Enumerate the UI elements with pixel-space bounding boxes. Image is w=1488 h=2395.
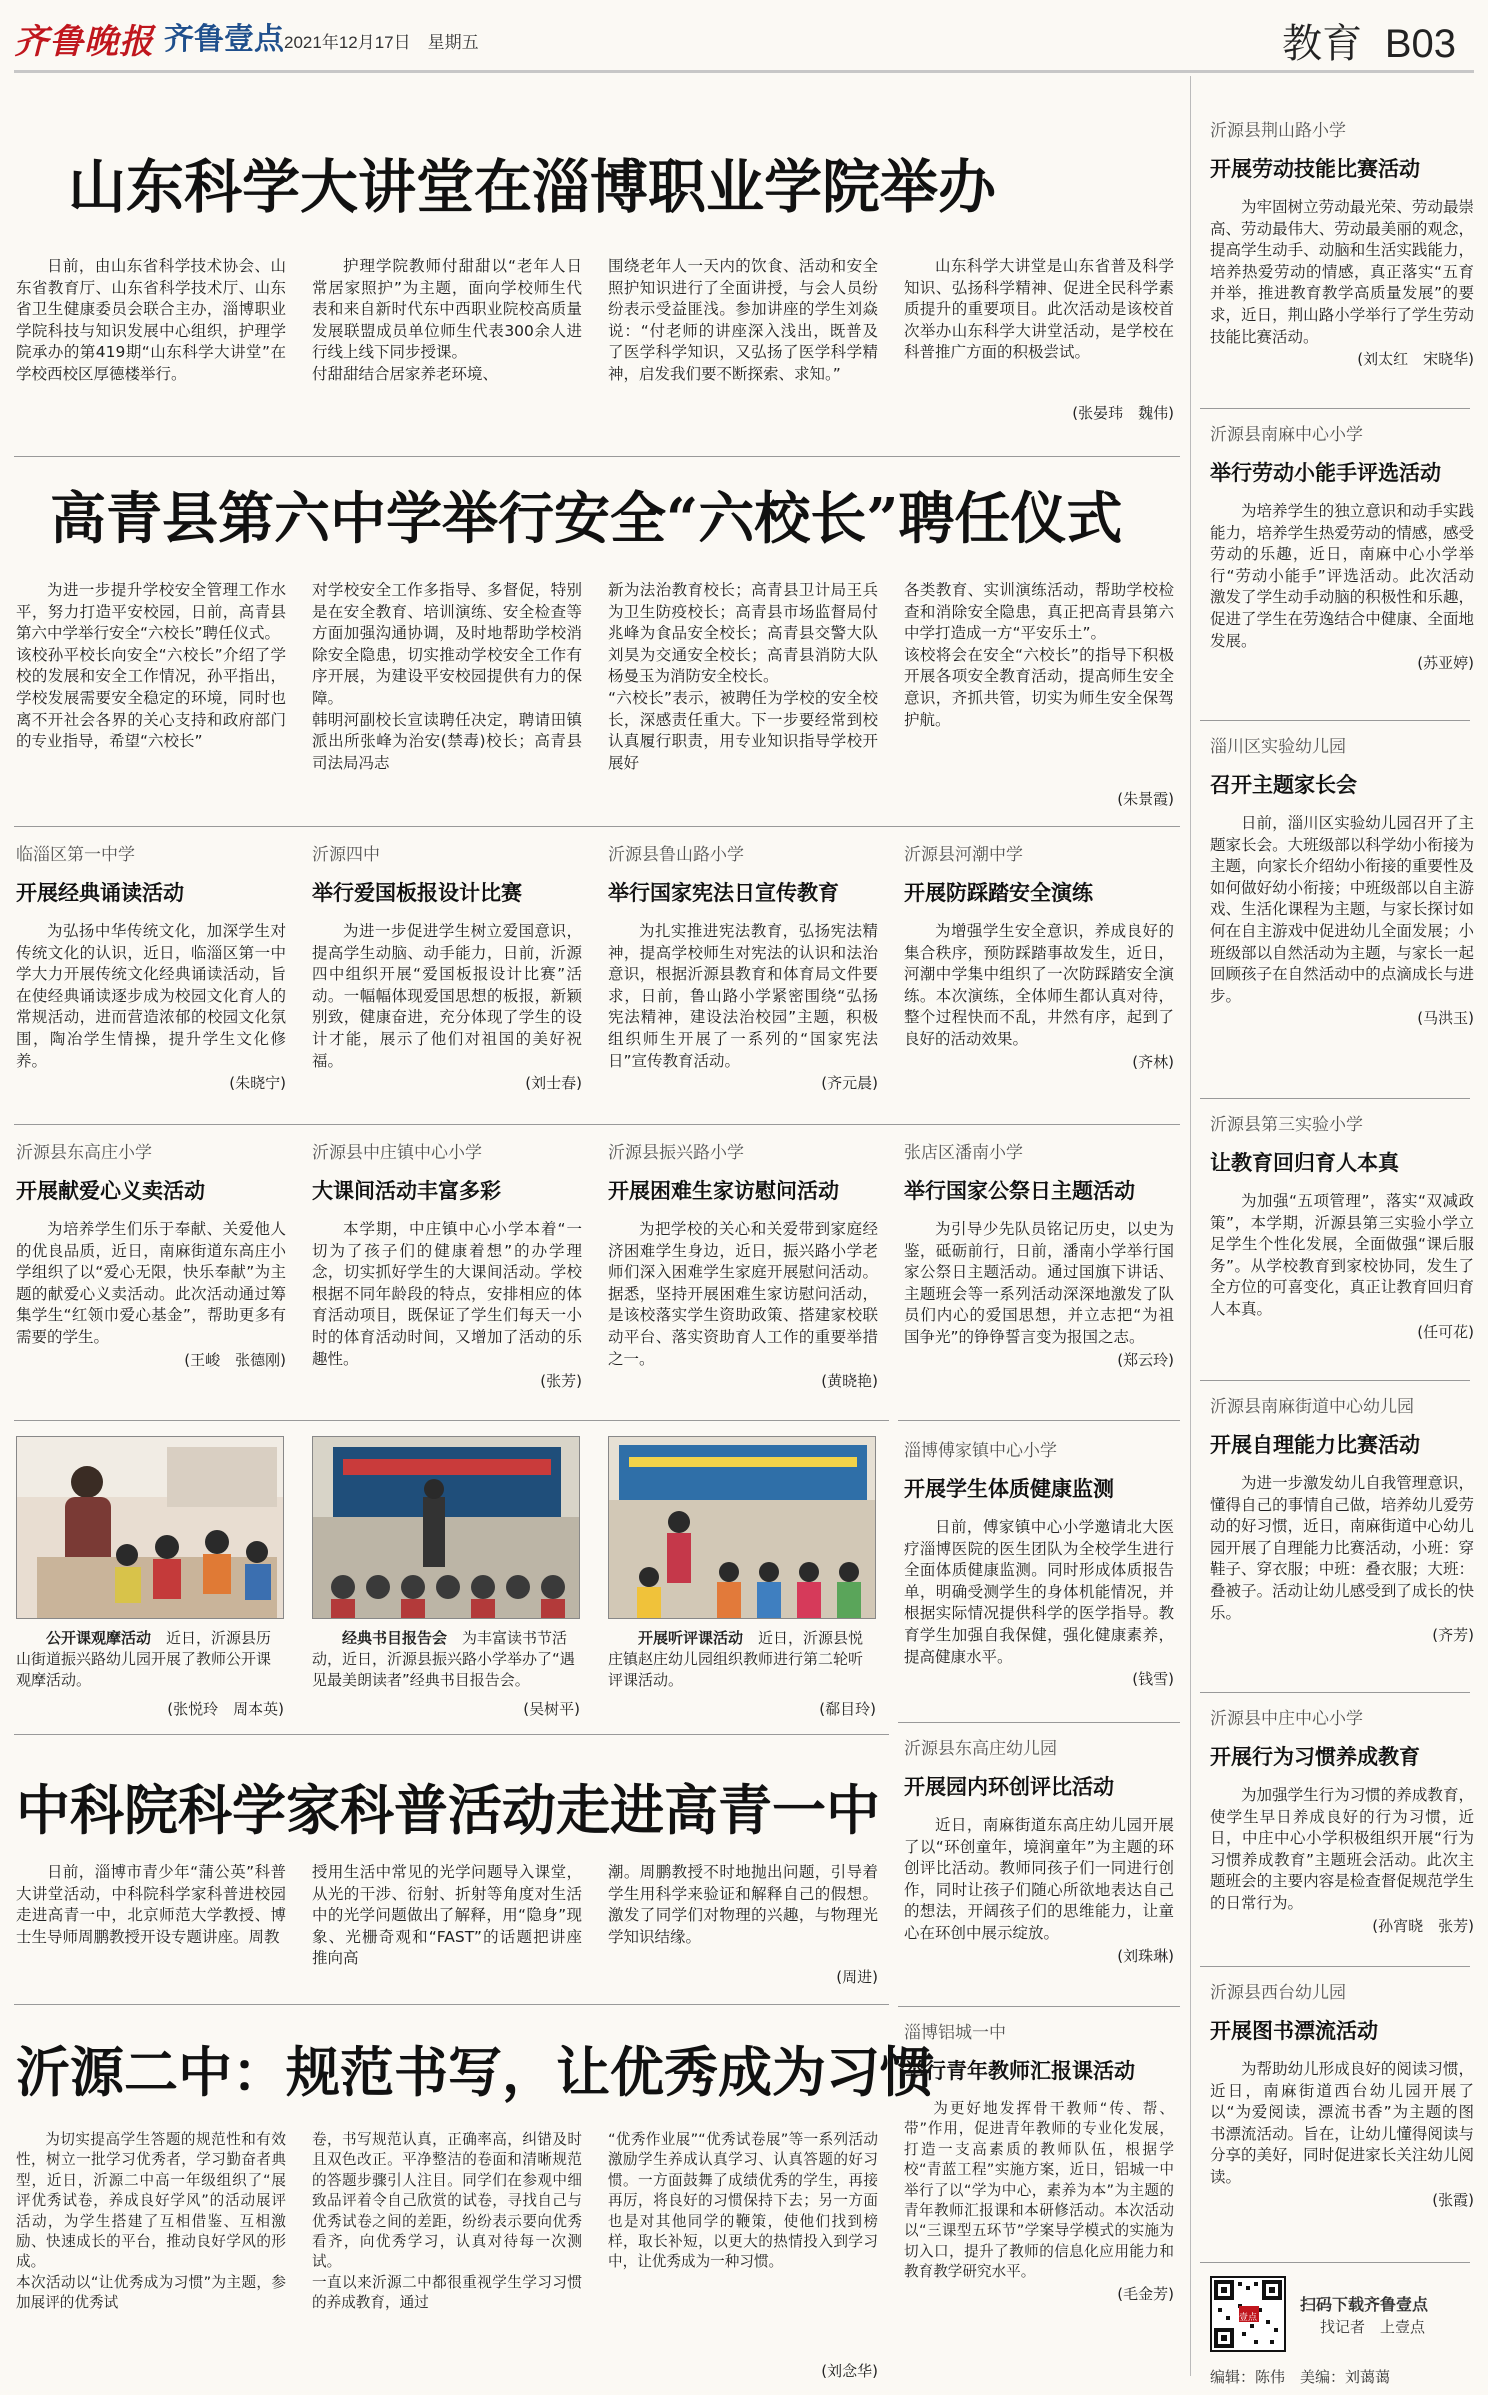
sidebar-body: 为帮助幼儿形成良好的阅读习惯，近日，南麻街道西台幼儿园开展了以“为爱阅读，漂流书香”为主题的图书漂流活动。旨在，让幼儿懂得阅读与分享的美好，同时促进家长关注幼儿阅读。 xyxy=(1210,2060,1474,2186)
brief-kicker: 沂源县东高庄小学 xyxy=(16,1143,152,1163)
brief-body: 日前，傅家镇中心小学邀请北大医疗淄博医院的医生团队为全校学生进行全面体质健康监测。同时形成体质报告单，明确受测学生的身体机能情况，并根据实际情况提供科学的医学指导。教育学生加强自我保健，强化健康素养，提高健康水平。 xyxy=(904,1518,1174,1666)
sidebar-item xyxy=(1210,1392,1474,1645)
brief-body: 近日，南麻街道东高庄幼儿园开展了以“环创童年，境润童年”为主题的环创评比活动。教师同孩子们一同进行创作，同时让孩子们随心所欲地表达自己的想法，开阔孩子们的思维能力，让童心在环创中展示绽放。 xyxy=(904,1816,1174,1942)
sidebar-kicker: 沂源县第三实验小学 xyxy=(1210,1115,1363,1135)
brief-title: 举行国家公祭日主题活动 xyxy=(904,1179,1135,1203)
caption-text: 为丰富读书节活动，近日，沂源县振兴路小学举办了“遇见最美朗读者”经典书目报告会。 xyxy=(312,1629,575,1689)
photo-book-report xyxy=(312,1436,580,1619)
brief-credit: (王峻 张德刚) xyxy=(184,1350,286,1369)
brief-kicker: 淄博铝城一中 xyxy=(904,2023,1006,2043)
divider xyxy=(898,2006,1180,2007)
qr-label: 扫码下载齐鲁壹点 xyxy=(1300,2295,1429,2314)
issue-date: 2021年12月17日 星期五 xyxy=(284,33,479,52)
app-logo: 齐鲁壹点 xyxy=(164,22,284,57)
book-report-photo-image xyxy=(313,1437,580,1619)
article-3-headline: 中科院科学家科普活动走进高青一中 xyxy=(16,1778,880,1842)
article-3-col-1: 日前，淄博市青少年“蒲公英”科普大讲堂活动，中科院科学家科普进校园走进高青一中，北京师范大学教授、博士生导师周鹏教授开设专题讲座。周教 xyxy=(16,1863,286,1946)
article-3-col-2: 授用生活中常见的光学问题导入课堂，从光的干涉、衍射、折射等角度对生活中的光学问题做出了解释，用“隐身”现象、光栅奇观和“FAST”的话题把讲座推向高 xyxy=(312,1863,582,1968)
divider xyxy=(14,2004,889,2005)
brief-kicker: 沂源县鲁山路小学 xyxy=(608,845,744,865)
divider xyxy=(1200,408,1470,409)
photo-lesson-evaluation xyxy=(608,1436,876,1619)
editor-credit: 编辑：陈伟 美编：刘蔼蔼 xyxy=(1210,2368,1391,2386)
article-2-col-1: 为进一步提升学校安全管理工作水平，努力打造平安校园，日前，高青县第六中学举行安全“六校长”聘任仪式。 该校孙平校长向安全“六校长”介绍了学校的发展和安全工作情况，孙平指出，学校发展需要安全稳定的环境，同时也离不开社会各界的关心支持和政府部门的专业指导，希望“六校长” xyxy=(16,581,286,751)
brief-credit: (郑云玲) xyxy=(1117,1350,1174,1369)
qr-code xyxy=(1210,2276,1286,2352)
brief-title: 举行青年教师汇报课活动 xyxy=(904,2059,1135,2083)
divider xyxy=(14,1734,889,1735)
brief-title: 开展经典诵读活动 xyxy=(16,881,184,905)
photo-credit: (郗目玲) xyxy=(819,1700,876,1718)
divider xyxy=(14,1420,889,1421)
article-4-col-3: “优秀作业展”“优秀试卷展”等一系列活动激励学生养成认真学习、认真答题的好习惯。一方面鼓舞了成绩优秀的学生，再接再厉，将良好的习惯保持下去；另一方面也是对其他同学的鞭策，使他们找到榜样，取长补短，以更大的热情投入到学习中，让优秀成为一种习惯。 xyxy=(608,2131,878,2271)
brief-item xyxy=(904,840,1174,1072)
brief-title: 举行爱国板报设计比赛 xyxy=(312,881,522,905)
brief-title: 开展困难生家访慰问活动 xyxy=(608,1179,839,1203)
divider xyxy=(898,1722,1180,1723)
divider xyxy=(1200,1380,1470,1381)
sidebar-title: 开展行为习惯养成教育 xyxy=(1210,1745,1420,1769)
sidebar-item xyxy=(1210,1110,1474,1342)
sidebar-title: 开展劳动技能比赛活动 xyxy=(1210,157,1420,181)
article-4-credit: (刘念华) xyxy=(821,2362,878,2380)
brief-kicker: 沂源县中庄镇中心小学 xyxy=(312,1143,482,1163)
sidebar-title: 召开主题家长会 xyxy=(1210,773,1357,797)
caption-title: 经典书目报告会 xyxy=(342,1629,448,1647)
divider xyxy=(1200,1098,1470,1099)
brief-kicker: 沂源县河潮中学 xyxy=(904,845,1023,865)
brief-item xyxy=(904,1138,1174,1370)
brief-title: 开展学生体质健康监测 xyxy=(904,1477,1114,1501)
sidebar-credit: (马洪玉) xyxy=(1417,1009,1474,1028)
caption-text: 近日，沂源县历山街道振兴路幼儿园开展了教师公开课观摩活动。 xyxy=(16,1629,272,1689)
section-label xyxy=(1282,12,1456,69)
brief-kicker: 张店区潘南小学 xyxy=(904,1143,1023,1163)
top-rule xyxy=(14,70,1474,73)
sidebar-item xyxy=(1210,420,1474,673)
article-2-credit: (朱景霞) xyxy=(1117,790,1174,808)
article-1-col-4: 山东科学大讲堂是山东省普及科学知识、弘扬科学精神、促进全民科学素质提升的重要项目。此次活动是该校首次举办山东科学大讲堂活动，是学校在科普推广方面的积极尝试。 xyxy=(904,257,1174,362)
brief-item xyxy=(904,2018,1174,2304)
sidebar-item xyxy=(1210,1704,1474,1936)
divider xyxy=(14,1124,1180,1125)
qr-logo: 壹点 xyxy=(1239,2313,1258,2323)
article-4-headline: 沂源二中：规范书写，让优秀成为习惯 xyxy=(16,2040,934,2104)
caption-text: 近日，沂源县悦庄镇赵庄幼儿园组织教师进行第二轮听评课活动。 xyxy=(608,1629,864,1689)
brief-credit: (刘士春) xyxy=(525,1074,582,1093)
brief-body: 为扎实推进宪法教育，弘扬宪法精神，提高学校师生对宪法的认识和法治意识，根据沂源县教育和体育局文件要求，日前，鲁山路小学紧密围绕“弘扬宪法精神，建设法治校园”主题，积极组织师生开展了一系列的“国家宪法日”宣传教育活动。 xyxy=(608,922,878,1070)
brief-credit: (黄晓艳) xyxy=(821,1372,878,1391)
article-4-col-1: 为切实提高学生答题的规范性和有效性，树立一批学习优秀者，学习勤奋者典型，近日，沂源二中高一年级组织了“展评优秀试卷，养成良好学风”的活动展评活动，为学生搭建了互相借鉴、互相激励、快速成长的平台，推动良好学风的形成。 本次活动以“让优秀成为习惯”为主题，参加展评的优秀试 xyxy=(16,2131,286,2312)
brief-body: 为引导少先队员铭记历史，以史为鉴，砥砺前行，日前，潘南小学举行国家公祭日主题活动。通过国旗下讲话、主题班会等一系列活动深深地激发了队员们内心的爱国思想，并立志把“为祖国争光”的铮铮誓言变为报国之志。 xyxy=(904,1220,1174,1346)
sidebar-credit: (刘太红 宋晓华) xyxy=(1357,350,1474,369)
sidebar-kicker: 淄川区实验幼儿园 xyxy=(1210,737,1346,757)
brief-body: 为培养学生们乐于奉献、关爱他人的优良品质，近日，南麻街道东高庄小学组织了以“爱心无限，快乐奉献”为主题的献爱心义卖活动。此次活动通过筹集学生“红领巾爱心基金”，帮助更多有需要的学生。 xyxy=(16,1220,286,1346)
divider xyxy=(1200,1692,1470,1693)
masthead xyxy=(14,6,1476,68)
sidebar-kicker: 沂源县南麻中心小学 xyxy=(1210,425,1363,445)
sidebar-credit: (孙宵晓 张芳) xyxy=(1372,1916,1474,1935)
brief-body: 为增强学生安全意识，养成良好的集合秩序，预防踩踏事故发生，近日，河潮中学集中组织了一次防踩踏安全演练。本次演练，全体师生都认真对待，整个过程快而不乱，井然有序，起到了良好的活动效果。 xyxy=(904,922,1174,1048)
sidebar-kicker: 沂源县西台幼儿园 xyxy=(1210,1983,1346,2003)
brief-title: 举行国家宪法日宣传教育 xyxy=(608,881,839,905)
newspaper-logo: 齐鲁晚报 xyxy=(14,22,154,62)
classroom-photo-image xyxy=(17,1437,284,1619)
photo-credit: (吴树平) xyxy=(523,1700,580,1718)
article-2-col-3: 新为法治教育校长；高青县卫计局王兵为卫生防疫校长；高青县市场监督局付兆峰为食品安全校长；高青县交警大队刘昊为交通安全校长；高青县消防大队杨曼玉为消防安全校长。 “六校长”表示，被聘任为学校的安全校长，深感责任重大。下一步要经常到校认真履行职责，用专业知识指导学校开展好 xyxy=(608,581,878,772)
article-2-col-4: 各类教育、实训演练活动，帮助学校检查和消除安全隐患，真正把高青县第六中学打造成一方“平安乐土”。 该校将会在安全“六校长”的指导下积极开展各项安全教育活动，提高师生安全意识，齐抓共管，切实为师生安全保驾护航。 xyxy=(904,581,1174,729)
sidebar-title: 开展自理能力比赛活动 xyxy=(1210,1433,1420,1457)
photo-caption xyxy=(16,1628,284,1691)
sidebar-credit: (苏亚婷) xyxy=(1417,654,1474,673)
brief-item xyxy=(904,1436,1174,1689)
sidebar-title: 举行劳动小能手评选活动 xyxy=(1210,461,1441,485)
brief-credit: (钱雪) xyxy=(1132,1670,1174,1689)
sidebar-kicker: 沂源县中庄中心小学 xyxy=(1210,1709,1363,1729)
sidebar-body: 为培养学生的独立意识和动手实践能力，培养学生热爱劳动的情感，感受劳动的乐趣，近日，南麻中心小学举行“劳动小能手”评选活动。此次活动激发了学生动手动脑的积极性和乐趣，促进了学生在劳逸结合中健康、全面地发展。 xyxy=(1210,502,1474,650)
article-3-credit: (周进) xyxy=(836,1968,878,1986)
brief-item xyxy=(16,840,286,1093)
sidebar-divider xyxy=(1190,76,1191,2376)
brief-title: 开展防踩踏安全演练 xyxy=(904,881,1093,905)
article-3-col-3: 潮。周鹏教授不时地抛出问题，引导着学生用科学来验证和解释自己的假想。激发了同学们对物理的兴趣，与物理光学知识结缘。 xyxy=(608,1863,878,1946)
brief-item xyxy=(16,1138,286,1370)
sidebar-kicker: 沂源县南麻街道中心幼儿园 xyxy=(1210,1397,1414,1417)
brief-item xyxy=(312,1138,582,1391)
caption-title: 公开课观摩活动 xyxy=(46,1629,152,1647)
article-1-col-3: 围绕老年人一天内的饮食、活动和安全照护知识进行了全面讲授，与会人员纷纷表示受益匪浅。参加讲座的学生刘焱说：“付老师的讲座深入浅出，既普及了医学科学知识，又弘扬了医学科学精神，启发我们要不断探索、求知。” xyxy=(608,257,878,383)
brief-kicker: 沂源县东高庄幼儿园 xyxy=(904,1739,1057,1759)
brief-item xyxy=(312,840,582,1093)
brief-credit: (朱晓宁) xyxy=(229,1074,286,1093)
article-1-col-2: 护理学院教师付甜甜以“老年人日常居家照护”为主题，面向学校师生代表和来自新时代东中西职业院校高质量发展联盟成员单位师生代表300余人进行线上线下同步授课。 付甜甜结合居家养老环境、 xyxy=(312,257,582,383)
brief-title: 大课间活动丰富多彩 xyxy=(312,1179,501,1203)
sidebar-body: 为加强“五项管理”，落实“双减政策”，本学期，沂源县第三实验小学立足学生个性化发展，全面做强“课后服务”。从学校教育到家校协同，发生了全方位的可喜变化，真正让教育回归育人本真。 xyxy=(1210,1192,1474,1318)
sidebar-body: 为加强学生行为习惯的养成教育，使学生早日养成良好的行为习惯，近日，中庄中心小学积极组织开展“行为习惯养成教育”主题班会活动。此次主题班会的主要内容是检查督促规范学生的日常行为。 xyxy=(1210,1786,1474,1912)
brief-body: 本学期，中庄镇中心小学本着“一切为了孩子们的健康着想”的办学理念，切实抓好学生的大课间活动。学校根据不同年龄段的特点，安排相应的体育活动项目，既保证了学生们每天一小时的体育活动时间，又增加了活动的乐趣性。 xyxy=(312,1220,582,1368)
brief-body: 为进一步促进学生树立爱国意识，提高学生动脑、动手能力，日前，沂源四中组织开展“爱国板报设计比赛”活动。一幅幅体现爱国思想的板报，新颖别致，健康奋进，充分体现了学生的设计才能，展示了他们对祖国的美好祝福。 xyxy=(312,922,582,1070)
divider xyxy=(14,826,1180,827)
brief-kicker: 沂源县振兴路小学 xyxy=(608,1143,744,1163)
photo-caption xyxy=(312,1628,580,1691)
page-number: B03 xyxy=(1384,22,1456,66)
brief-kicker: 淄博傅家镇中心小学 xyxy=(904,1441,1057,1461)
brief-body: 为把学校的关心和关爱带到家庭经济困难学生身边，近日，振兴路小学老师们深入困难学生家庭开展慰问活动。据悉，坚持开展困难生家访慰问活动，是该校落实学生资助政策、搭建家校联动平台、落实资助育人工作的重要举措之一。 xyxy=(608,1220,878,1368)
article-2-headline: 高青县第六中学举行安全“六校长”聘任仪式 xyxy=(50,486,1123,552)
brief-credit: (毛金芳) xyxy=(1117,2284,1174,2303)
brief-title: 开展园内环创评比活动 xyxy=(904,1775,1114,1799)
brief-body: 为更好地发挥骨干教师“传、帮、带”作用，促进青年教师的专业化发展，打造一支高素质的教师队伍，根据学校“青蓝工程”实施方案，近日，铝城一中举行了以“学为中心，素养为本”为主题的青年教师汇报课和本研修活动。本次活动以“三课型五环节”学案导学模式的实施为切入口，提升了教师的信息化应用能力和教育教学研究水平。 xyxy=(904,2100,1174,2281)
sidebar-body: 日前，淄川区实验幼儿园召开了主题家长会。大班级部以科学幼小衔接为主题，向家长介绍幼小衔接的重要性及如何做好幼小衔接；中班级部以自主游戏、生活化课程为主题，与家长探讨如何在自主游戏中促进幼儿全面发展；小班级部以自然活动为主题，与家长一起回顾孩子在自然活动中的点滴成长与进步。 xyxy=(1210,814,1474,1005)
divider xyxy=(1200,720,1470,721)
qr-sublabel: 找记者 上壹点 xyxy=(1320,2318,1426,2336)
section-name: 教育 xyxy=(1282,21,1363,67)
sidebar-body: 为牢固树立劳动最光荣、劳动最崇高、劳动最伟大、劳动最美丽的观念，提高学生动手、动脑和生活实践能力，培养热爱劳动的情感，真正落实“五育并举，推进教育教学高质量发展”的要求，近日，荆山路小学举行了学生劳动技能比赛活动。 xyxy=(1210,198,1474,346)
divider xyxy=(1200,1966,1470,1967)
sidebar-item xyxy=(1210,116,1474,369)
photo-caption xyxy=(608,1628,876,1691)
brief-item xyxy=(608,1138,878,1391)
sidebar-item xyxy=(1210,1978,1474,2210)
brief-title: 开展献爱心义卖活动 xyxy=(16,1179,205,1203)
divider xyxy=(1200,2262,1470,2263)
brief-body: 为弘扬中华传统文化，加深学生对传统文化的认识，近日，临淄区第一中学大力开展传统文化经典诵读活动，旨在使经典诵读逐步成为校园文化育人的常规活动，进而营造浓郁的校园文化氛围，陶冶学生情操，提升学生文化修养。 xyxy=(16,922,286,1070)
sidebar-title: 让教育回归育人本真 xyxy=(1210,1151,1399,1175)
lesson-evaluation-photo-image xyxy=(609,1437,876,1619)
article-2-col-2: 对学校安全工作多指导、多督促，特别是在安全教育、培训演练、安全检查等方面加强沟通协调，及时地帮助学校消除安全隐患，切实推动学校安全工作有序开展，为建设平安校园提供有力的保障。 韩明河副校长宣读聘任决定，聘请田镇派出所张峰为治安(禁毒)校长；高青县司法局冯志 xyxy=(312,581,582,772)
brief-item xyxy=(904,1734,1174,1966)
brief-credit: (齐林) xyxy=(1132,1052,1174,1071)
sidebar-credit: (张霞) xyxy=(1432,2190,1474,2209)
brief-credit: (刘珠琳) xyxy=(1117,1946,1174,1965)
article-1-credit: (张晏玮 魏伟) xyxy=(1072,404,1174,422)
caption-title: 开展听评课活动 xyxy=(638,1629,744,1647)
sidebar-item xyxy=(1210,732,1474,1028)
sidebar-credit: (任可花) xyxy=(1417,1322,1474,1341)
brief-kicker: 沂源四中 xyxy=(312,845,380,865)
brief-kicker: 临淄区第一中学 xyxy=(16,845,135,865)
divider xyxy=(14,456,1180,457)
photo-classroom xyxy=(16,1436,284,1619)
brief-credit: (齐元晨) xyxy=(821,1074,878,1093)
article-1-headline: 山东科学大讲堂在淄博职业学院举办 xyxy=(68,153,997,221)
article-1-col-1: 日前，由山东省科学技术协会、山东省教育厅、山东省科学技术厅、山东省卫生健康委员会联合主办，淄博职业学院科技与知识发展中心组织，护理学院承办的第419期“山东科学大讲堂”在学校西校区厚德楼举行。 xyxy=(16,257,286,383)
article-4-col-2: 卷，书写规范认真，正确率高，纠错及时且双色改正。平净整洁的卷面和清晰规范的答题步骤引人注目。同学们在参观中细致品评着令自己欣赏的试卷，寻找自己与优秀试卷之间的差距，纷纷表示要向优秀看齐，向优秀学习，认真对待每一次测试。 一直以来沂源二中都很重视学生学习习惯的养成教育，通过 xyxy=(312,2131,582,2312)
photo-credit: (张悦玲 周本英) xyxy=(167,1700,284,1718)
brief-credit: (张芳) xyxy=(540,1372,582,1391)
sidebar-credit: (齐芳) xyxy=(1432,1626,1474,1645)
sidebar-body: 为进一步激发幼儿自我管理意识，懂得自己的事情自己做，培养幼儿爱劳动的好习惯，近日，南麻街道中心幼儿园开展了自理能力比赛活动，小班：穿鞋子、穿衣服；中班：叠衣服；大班：叠被子。活动让幼儿感受到了成长的快乐。 xyxy=(1210,1474,1474,1622)
sidebar-kicker: 沂源县荆山路小学 xyxy=(1210,121,1346,141)
sidebar-title: 开展图书漂流活动 xyxy=(1210,2019,1378,2043)
brief-item xyxy=(608,840,878,1093)
divider xyxy=(898,1420,1180,1421)
